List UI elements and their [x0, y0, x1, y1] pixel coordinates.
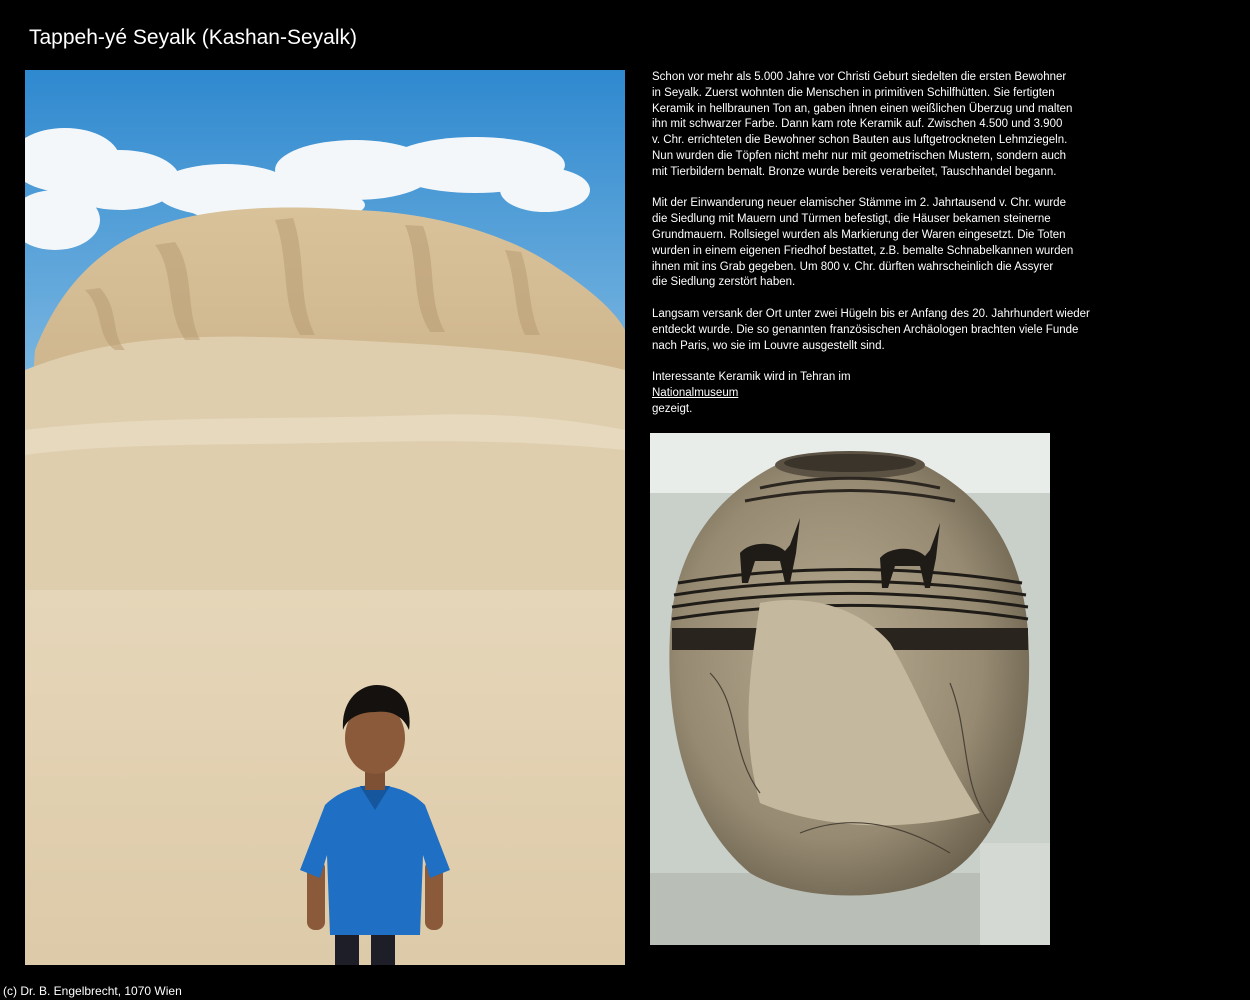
text-line: ihnen mit ins Grab gegeben. Um 800 v. Chr. dürften wahrscheinlich die Assyrer — [652, 260, 1054, 273]
text-line: v. Chr. errichteten die Bewohner schon Bauten aus luftgetrockneten Lehmziegeln. — [652, 134, 1068, 147]
text-line: gezeigt. — [652, 402, 693, 415]
text-line: die Siedlung zerstört haben. — [652, 276, 796, 289]
paragraph-history-early — [652, 70, 1122, 181]
seyalk-mound-photo — [25, 70, 625, 965]
description-text — [652, 70, 1122, 433]
page-title: Tappeh-yé Seyalk (Kashan-Seyalk) — [29, 26, 358, 49]
text-line: Nun wurden die Töpfen nicht mehr nur mit geometrischen Mustern, sondern auch — [652, 149, 1067, 162]
text-line: Interessante Keramik wird in Tehran im — [652, 371, 851, 384]
text-line: entdeckt wurde. Die so genannten französischen Archäologen brachten viele Funde — [652, 323, 1079, 336]
text-line: in Seyalk. Zuerst wohnten die Menschen in primitiven Schilfhütten. Sie fertigten — [652, 86, 1055, 99]
nationalmuseum-link[interactable]: Nationalmuseum — [652, 386, 739, 399]
ceramic-jar-photo — [650, 433, 1050, 945]
text-line: Langsam versank der Ort unter zwei Hügeln bis er Anfang des 20. Jahrhundert wieder — [652, 307, 1090, 320]
text-line: die Siedlung mit Mauern und Türmen befestigt, die Häuser bekamen steinerne — [652, 213, 1051, 226]
text-line: Grundmauern. Rollsiegel wurden als Markierung der Waren eingesetzt. Die Toten — [652, 228, 1066, 241]
text-line: Keramik in hellbraunen Ton an, gaben ihnen einen weißlichen Überzug und malten — [652, 102, 1073, 115]
paragraph-museum — [652, 370, 1122, 417]
text-line: Schon vor mehr als 5.000 Jahre vor Christi Geburt siedelten die ersten Bewohner — [652, 71, 1067, 83]
text-line: ihn mit schwarzer Farbe. Dann kam rote Keramik auf. Zwischen 4.500 und 3.900 — [652, 118, 1063, 131]
text-line: Mit der Einwanderung neuer elamischer Stämme im 2. Jahrtausend v. Chr. wurde — [652, 197, 1066, 210]
text-line: nach Paris, wo sie im Louvre ausgestellt sind. — [652, 339, 885, 352]
text-line: wurden in einem eigenen Friedhof bestattet, z.B. bemalte Schnabelkannen wurden — [652, 244, 1074, 257]
paragraph-rediscovery — [652, 307, 1122, 354]
paragraph-history-elamite — [652, 196, 1122, 291]
text-line: mit Tierbildern bemalt. Bronze wurde bereits verarbeitet, Tauschhandel begann. — [652, 165, 1057, 178]
copyright-footer: (c) Dr. B. Engelbrecht, 1070 Wien — [3, 984, 182, 998]
